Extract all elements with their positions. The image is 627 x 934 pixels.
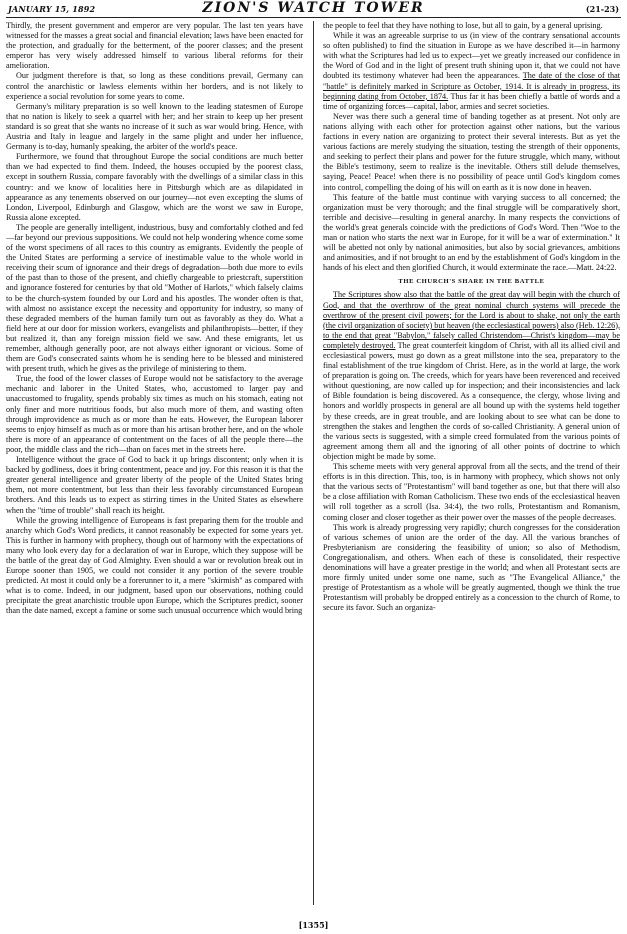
- page-header: [6, 0, 621, 18]
- issue-date: JANUARY 15, 1892: [8, 4, 96, 14]
- right-column: [323, 21, 620, 907]
- paragraph: [323, 290, 620, 462]
- paragraph: While the growing intelligence of Europeans is fast preparing them for the trouble and anarchy which God's Word predicts, it cannot reasonably be expected for some years yet. This is further in harmony with prophecy, though out of harmony with the expectations of many who look every day for a declaration of war in Europe, which they suppose will be the battle of the great day of God Almighty. Even should a war or revolution break out in Europe sooner than 1905, we could not consider it any portion of the severe trouble predicted. At most it could only be a forerunner to it, a mere "skirmish" as compared with what is to come. Indeed, in our judgment, based upon our observations, nothing could precipitate the great anarchistic trouble upon Europe, which the Scriptures predict, sooner than the date named, except a famine or some such unusual occurrence which would bring: [6, 515, 303, 616]
- publication-title: ZION'S WATCH TOWER: [202, 0, 425, 16]
- paragraph: This work is already progressing very rapidly; church congresses for the consideration of various schemes of union are the order of the day. All the various branches of Presbyterianism are considering the feasibility of union; so also of Methodism, Congregationalism, and others. When each of these is consolidated, their respective denominations will have a greater prestige in the world; and when all Protestant sects are more firmly united under some one name, such as "The Evangelical Alliance," the prestige of Protestantism as a whole will be greatly augmented, though we think the true Protestantism will probably be dropped entirely as a concession to the church of Rome, to secure its favor. Such an organiza-: [323, 522, 620, 613]
- paragraph-text: The great counterfeit kingdom of Christ, with all its allied civil and ecclesiastical powers, must go down as a great millstone into the sea, preparatory to the final establishment of the true kingdom of Christ. Here, as in the world at large, the work of preparation is going on. The creeds, which for years have been reverenced and received without questioning, are now called up for inspection; and their inconsistencies and lack of Bible foundation is being discovered. As a consequence, the clergy, whose living and honors and worldly prospects in general are all bound up with the systems held together by these creeds, are in great trouble, and are looking about to see what can be done to strengthen the stakes and lengthen the cords of so-called Christianity. A general union of the various sects is suggested, with a simple creed formulated from the various points of agreement among them all and the ignoring of all other points of doctrine to which objection might be made by some.: [323, 340, 620, 461]
- paragraph: Germany's military preparation is so well known to the leading statesmen of Europe that no nation is likely to seek a quarrel with her; and her strain to keep up her present standard is so great that she wants no increase of it such as war would bring. Hence, with Austria and Italy in league and largely in the same plight and under her influence, Germany is to-day, humanly speaking, the arbiter of the world's peace.: [6, 101, 303, 152]
- paragraph-text: Thus far it has been chiefly a battle of words and a time of organizing forces—capital, labor, armies and secret societies.: [323, 91, 620, 111]
- paragraph: Thirdly, the present government and emperor are very popular. The last ten years have witnessed for the masses a great social and financial elevation; laws have been enacted for the protection, and gradually for the betterment, of the poorer classes; and the present emperor has very wisely addressed himself to various liberal reforms for their amelioration.: [6, 21, 303, 71]
- page-number: [1355]: [298, 920, 329, 930]
- paragraph: Intelligence without the grace of God to back it up brings discontent; only when it is backed by godliness, does it bring contentment, peace and joy. For this reason it is that the greater general intelligence and greater liberty of the people of the United States bring them, not more contentment, but less than their less favorably circumstanced European brothers. And this leads us to expect as stirring times in the United States as elsewhere when the "time of trouble" shall reach its height.: [6, 455, 303, 515]
- paragraph: Furthermore, we found that throughout Europe the social conditions are much better than we had expected to find them. Indeed, the houses occupied by the poorest class, except in southern Russia, compare favorably with the dwellings of a similar class in this country: and we know of localities here in Pittsburgh which are as dilapidated in appearance as any tenements observed on our journey—not even excepting the slums of London, Liverpool, Edinburgh and Glasgow, which are the worst we saw in Europe, Russia alone excepted.: [6, 152, 303, 222]
- underlined-passage: The date of the close of that "battle" is definitely marked in Scripture as October, 1914. It is already in progress, its beginning dating from October, 1874.: [323, 71, 620, 101]
- paragraph: True, the food of the lower classes of Europe would not be satisfactory to the average mechanic and laborer in the United States, who, accustomed to larger pay and unaccustomed to frugality, spends probably six times as much on his stomach, eating not only finer and more nutritious foods, but also much more of them, and wasting often through improvidence as much as or more than he eats. However, the European laborer seems to enjoy himself as much as or more than his artisan brother here, and on the whole there is more of an appearance of contentment on the faces of all the people there—the poor, the middle class and the rich—than on faces met in the streets here.: [6, 374, 303, 454]
- paragraph: the people to feel that they have nothing to lose, but all to gain, by a general uprising.: [323, 21, 603, 30]
- page-reference: (21-23): [585, 4, 619, 14]
- paragraph: Never was there such a general time of banding together as at present. Not only are nations allying with each other for protection against other nations, but the various factions in every nation are organizing to protect their several interests. But as yet the various factions are merely studying the situation, testing the strength of their opponents, and seeking to perfect their plans and power for the future struggle, which many, without the Bible's testimony, seem to realize is the inevitable. Others still delude themselves, saying, Peace! Peace! when there is no possibility of peace until God's kingdom comes into control, compelling the doing of his will on earth as it is now done in heaven.: [323, 111, 620, 192]
- underlined-passage: The Scriptures show also that the battle of the great day will begin with the church of God, and that the overthrow of the great nominal church systems will precede the overthrow of the present civil powers; for the Lord is about to shake, not only the earth (the civil organization of society) but heaven (the ecclesiastical powers) also (Heb. 12:26), to the end that great "Babylon," falsely called Christendom—Christ's kingdom—may be completely destroyed.: [323, 290, 620, 350]
- paragraph: This feature of the battle must continue with varying success to all concerned; the organization must be very thorough; and the final struggle will be comparatively short, terrible and decisive—resulting in general anarchy. In many respects the convictions of the world's great generals coincide with the predictions of God's Word. Then "Woe to the man or nation who starts the next war in Europe, for it will be a war of extermination." It will be abetted not only by national animosities, but also by social grievances, ambitions and animosities, and if not brought to an end by the establishment of God's kingdom in the hands of his elect and then glorified Church, it would exterminate the race.—Matt. 24:22.: [323, 192, 620, 273]
- paragraph: The people are generally intelligent, industrious, busy and comfortably clothed and fed—far beyond our previous suppositions. We could not help wondering whence come some of the worst specimens of all races to this country as emigrants. Evidently the people of the United States are performing a service of inestimable value to the whole world in receiving their scum of ignorance and their dregs of degradation—both due more to evils of the past than to those of the present, and chiefly chargeable to priestcraft, superstition and ignorance fostered for centuries by that old "Mother of Harlots," which falsely claims to be the church-system founded by our Lord and his apostles. The wonder often is that, with almost no assistance except the necessity and opportunity for industry, so many of these degraded members of the human family turn out as favorably as they do. What a field here at our door for mission workers, evangelists and philanthropists—better, if they but realized it, than any foreign mission field we saw. And these emigrants, let us remember, although generally poor, are not always either ignorant or vicious. Some of them are God's consecrated saints whom he is sending here to be blessed and ministered with present truth, which he gives as the privilege of ministering to them.: [6, 222, 303, 374]
- left-column: [6, 21, 303, 907]
- header-rule: [6, 17, 621, 18]
- paragraph: Our judgment therefore is that, so long as these conditions prevail, Germany can control the anarchistic or lawless elements within her borders, and is not likely to experience a social revolution for some years to come.: [6, 71, 303, 101]
- paragraph: [323, 31, 620, 112]
- paragraph-text: While it was an agreeable surprise to us (in view of the contrary sensational accounts so often published) to find the situation in Europe as we have described it—in harmony with what the Scriptures had led us to expect—yet we greatly increased our confidence in the Word of God and in the light of present truth shining upon it, that we could not have doubted its testimony whatever had been the appearances.: [323, 31, 620, 81]
- section-heading: THE CHURCH'S SHARE IN THE BATTLE: [398, 278, 545, 286]
- paragraph: This scheme meets with very general approval from all the sects, and the trend of their efforts is in this direction. This, too, is in harmony with prophecy, which shows not only that the various sects of "Protestantism" will band together as one, but that there will also be a close affiliation with Roman Catholicism. These two ends of the ecclesiastical heaven will roll together as a scroll (Isa. 34:4), the two rolls, Protestantism and Romanism, coming closer and closer together as their power over the masses of the people decreases.: [323, 462, 620, 522]
- column-divider: [313, 21, 314, 905]
